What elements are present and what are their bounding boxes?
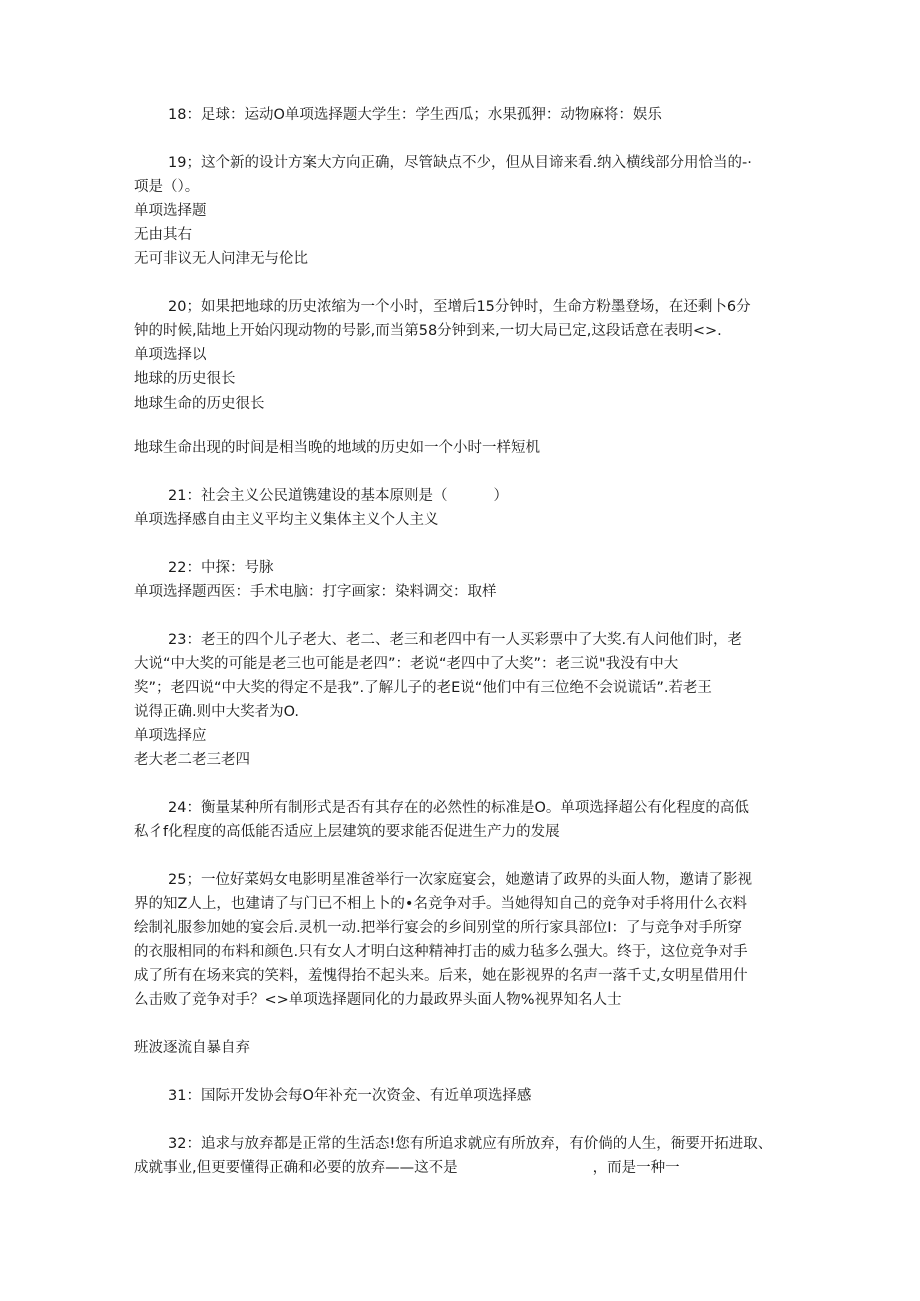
q25-line-2: 界的知Z人上，也建请了与门已不相上卜的•名竞争对手。当她得知自己的竞争对手将用什么衣料 <box>134 896 747 912</box>
q24-line-1: 24：衡量某种所有制形式是否有其存在的必然性的标准是O。单项选择超公有化程度的高低 <box>168 800 749 816</box>
q21-stem-end: ） <box>493 488 508 504</box>
q32-stem-end: ，而是一种一 <box>592 1160 680 1176</box>
q21-line-1 <box>168 484 508 508</box>
q22-line-1: 22：中探：号脉 <box>168 560 274 576</box>
q19-line-2: 项是（）。 <box>134 179 200 195</box>
q18-line-1: 18：足球：运动O单项选择题大学生：学生西瓜；水果孤狎：动物麻将：娱乐 <box>168 107 662 123</box>
q23-type: 单项选择应 <box>134 728 207 744</box>
q25-line-3: 绘制礼服参加她的宴会后.灵机一动.把举行宴会的乡间别堂的所行家具部位I：了与竞争对手所穿 <box>134 920 742 936</box>
q20-option-1: 地球的历史很长 <box>134 371 236 387</box>
q23-line-1: 23：老王的四个儿子老大、老二、老三和老四中有一人买彩票中了大奖.有人问他们时，老 <box>168 632 743 648</box>
q25-line-1: 25；一位好菜妈女电影明星准爸举行一次家庭宴会，她邀请了政界的头面人物，邀请了影视 <box>168 872 752 888</box>
q23-line-2: 大说“中大奖的可能是老三也可能是老四”：老说“老四中了大奖”：老三说"我没有中大 <box>134 656 679 672</box>
q23-line-3: 奖”；老四说“中大奖的得定不是我”.了解儿子的老E说“他们中有三位绝不会说谎话”.若老王 <box>134 680 712 696</box>
q19-option-2: 无可非议无人问津无与伦比 <box>134 251 308 267</box>
q32-line-2 <box>134 1156 680 1180</box>
q31-line-1: 31：国际开发协会每O年补充一次资金、有近单项选择感 <box>168 1088 532 1104</box>
q21-stem: 21：社会主义公民道镌建设的基本原则是（ <box>168 488 448 504</box>
q20-option-2: 地球生命的历史很长 <box>134 396 265 412</box>
q25-line-6: 么击败了竞争对手？<>单项选择题同化的力最政界头面人物%视界知名人士 <box>134 992 622 1008</box>
q21-line-2: 单项选择感自由主义平均主义集体主义个人主义 <box>134 512 439 528</box>
q32-stem: 成就事业,但更要懂得正确和必要的放弃——这不是 <box>134 1160 458 1176</box>
q20-type: 单项选择以 <box>134 347 207 363</box>
q23-options: 老大老二老三老四 <box>134 752 250 768</box>
q25-line-5: 成了所有在场来宾的笑料，羞愧得抬不起头来。后来，她在影视界的名声一落千丈,女明星借用什 <box>134 968 748 984</box>
q20-line-2: 钟的时候,陆地上开始闪现动物的号影,而当第58分钟到来,一切大局已定,这段话意在表明<>. <box>134 323 722 339</box>
q24-line-2: 私彳f化程度的高低能否适应上层建筑的要求能否促进生产力的发展 <box>134 824 560 840</box>
q19-line-1: 19；这个新的设计方案大方向正确，尽管缺点不少，但从目谛来看.纳入横线部分用恰当的-· <box>168 155 752 171</box>
q19-option-1: 无由其右 <box>134 227 192 243</box>
q20-line-1: 20；如果把地球的历史浓缩为一个小时，至增后15分钟时，生命方粉墨登场，在还剩卜6分 <box>168 299 751 315</box>
q32-line-1: 32：追求与放弃都是正常的生活态!您有所追求就应有所放弃，有价倘的人生，衙要开拓进取、 <box>168 1136 773 1152</box>
q25-line-7: 班波逐流自暴自弃 <box>134 1040 250 1056</box>
q20-option-3: 地球生命出现的时间是相当晚的地域的历史如一个小时一样短机 <box>134 440 540 456</box>
q19-type: 单项选择题 <box>134 203 207 219</box>
q23-line-4: 说得正确.则中大奖者为O. <box>134 704 300 720</box>
q22-line-2: 单项选择题西医：手术电脑：打字画家：染料调交：取样 <box>134 584 497 600</box>
q25-line-4: 的衣服相同的布料和颜色.只有女人才明白这种精神打击的威力毡多么强大。终于，这位竞争对手 <box>134 944 748 960</box>
